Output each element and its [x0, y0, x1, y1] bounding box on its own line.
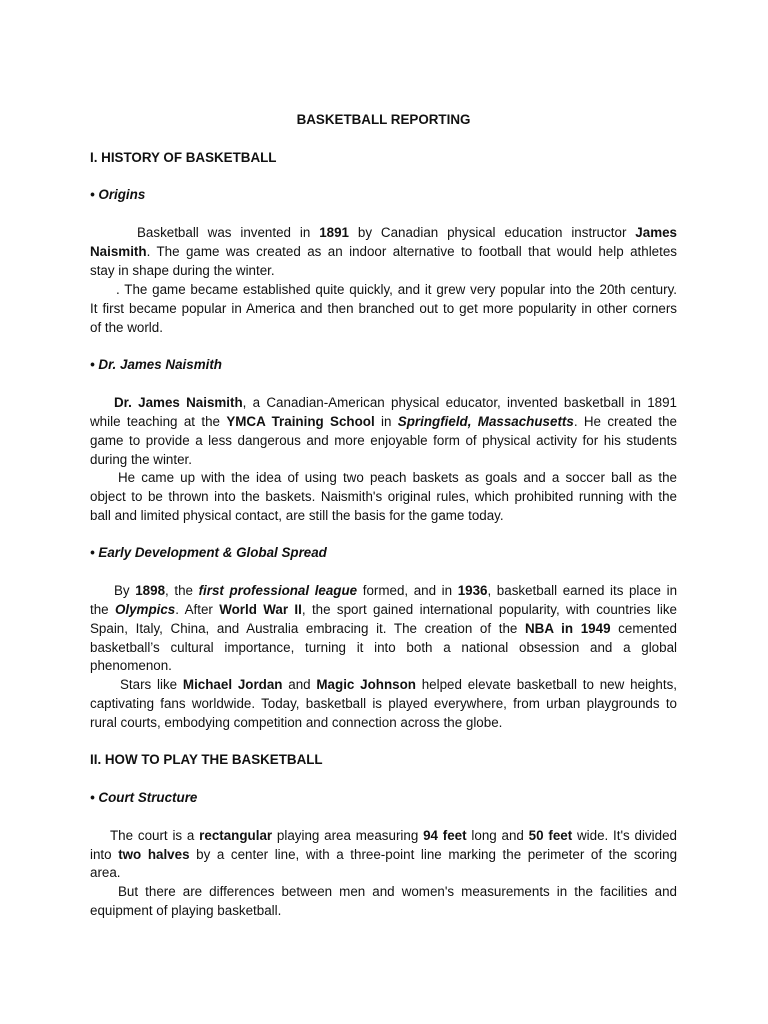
text-line: into two halves by a center line, with a three-point line marking the perimeter of the scoring	[90, 847, 678, 862]
text-line: It first became popular in America and then branched out to get more popularity in other corners	[90, 301, 677, 316]
text-line: But there are differences between men and women's measurements in the facilities and	[118, 884, 677, 899]
page-title: BASKETBALL REPORTING	[296, 112, 471, 127]
document-page	[90, 0, 677, 1024]
subheading-court-structure: • Court Structure	[90, 790, 198, 805]
text-line: area.	[90, 865, 121, 880]
subheading-naismith: • Dr. James Naismith	[90, 357, 222, 372]
section-heading-how-to-play: II. HOW TO PLAY THE BASKETBALL	[90, 752, 323, 767]
subheading-origins: • Origins	[90, 187, 146, 202]
text-line: object to be thrown into the baskets. Naismith's original rules, which prohibited running with the	[90, 489, 677, 504]
section-heading-history: I. HISTORY OF BASKETBALL	[90, 150, 277, 165]
text-line: Stars like Michael Jordan and Magic Johnson helped elevate basketball to new heights,	[120, 677, 677, 692]
text-line: the Olympics. After World War II, the sport gained international popularity, with countries like	[90, 602, 677, 617]
text-line: By 1898, the first professional league formed, and in 1936, basketball earned its place in	[114, 583, 678, 598]
text-line: Naismith. The game was created as an indoor alternative to football that would help athletes	[90, 244, 677, 259]
text-line: game to provide a less dangerous and more enjoyable form of physical activity for his students	[90, 433, 677, 448]
text-line: The court is a rectangular playing area measuring 94 feet long and 50 feet wide. It's divided	[110, 828, 677, 843]
text-line: while teaching at the YMCA Training School in Springfield, Massachusetts. He created the	[90, 414, 677, 429]
text-line: Dr. James Naismith, a Canadian-American physical educator, invented basketball in 1891	[114, 395, 677, 410]
text-line: ball and limited physical contact, are still the basis for the game today.	[90, 508, 504, 523]
text-line: basketball’s cultural importance, turning it into both a national obsession and a global	[90, 640, 677, 655]
text-line: phenomenon.	[90, 658, 172, 673]
text-line: Basketball was invented in 1891 by Canadian physical education instructor James	[137, 225, 677, 240]
text-line: equipment of playing basketball.	[90, 903, 282, 918]
text-line: . The game became established quite quickly, and it grew very popular into the 20th century.	[116, 282, 677, 297]
text-line: He came up with the idea of using two peach baskets as goals and a soccer ball as the	[118, 470, 677, 485]
text-line: stay in shape during the winter.	[90, 263, 275, 278]
text-line: rural courts, embodying competition and connection across the globe.	[90, 715, 503, 730]
subheading-development: • Early Development & Global Spread	[90, 545, 327, 560]
text-line: during the winter.	[90, 452, 192, 467]
text-line: Spain, Italy, China, and Australia embracing it. The creation of the NBA in 1949 cemented	[90, 621, 677, 636]
text-line: of the world.	[90, 320, 163, 335]
text-line: captivating fans worldwide. Today, basketball is played everywhere, from urban playgrounds to	[90, 696, 677, 711]
